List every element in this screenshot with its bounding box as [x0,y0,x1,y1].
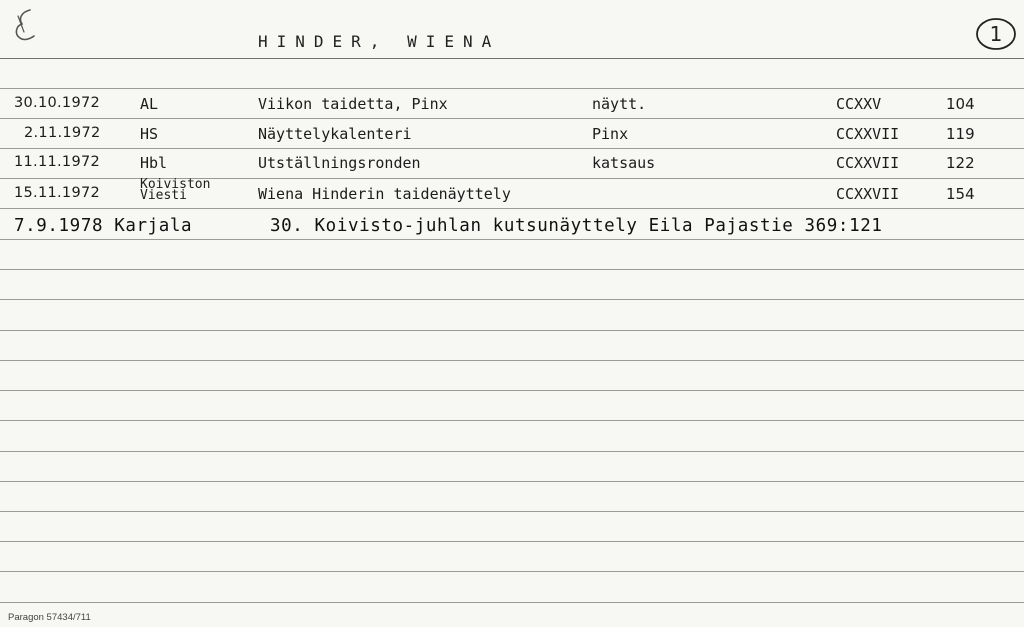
entry-row [0,177,1024,208]
ruled-line [0,208,1024,209]
card-footer: Paragon 57434/711 [8,612,91,623]
corner-mark [8,6,44,46]
entry-title: Näyttelykalenteri [258,125,412,143]
entry-page: 154 [946,185,975,203]
entry-source-line: Koiviston [140,177,211,192]
ruled-line [0,330,1024,331]
entry-volume: CCXXVII [836,154,900,172]
ruled-line [0,360,1024,361]
entry-page: 122 [946,154,975,172]
entry-date: 15.11.1972 [14,185,101,201]
later-entry-date-source: 7.9.1978 Karjala [14,216,193,236]
entry-row [0,120,1024,148]
ruled-line [0,602,1024,603]
card-number-circle [974,16,1018,52]
entry-title: Wiena Hinderin taidenäyttely [258,185,511,203]
ruled-line [0,269,1024,270]
entry-volume: CCXXV [836,95,882,113]
entry-source: HS [140,125,159,143]
ruled-line [0,511,1024,512]
entry-source: AL [140,95,159,113]
entry-date: 30.10.1972 [14,95,101,111]
entry-note: näytt. [592,95,647,113]
ruled-line [0,299,1024,300]
ruled-line [0,451,1024,452]
ruled-line [0,481,1024,482]
entry-volume: CCXXVII [836,185,900,203]
card-title: HINDER, WIENA [258,32,501,51]
entry-row [0,149,1024,177]
entry-note: Pinx [592,125,629,143]
ruled-line [0,118,1024,119]
ruled-line [0,541,1024,542]
entry-date: 2.11.1972 [24,125,101,141]
entry-source-line: Viesti [140,188,187,203]
ruled-line [0,420,1024,421]
entry-note: katsaus [592,154,656,172]
entry-row [0,90,1024,118]
entry-page: 119 [946,125,975,143]
entry-source: Hbl [140,154,168,172]
entry-page: 104 [946,95,975,113]
ruled-line [0,571,1024,572]
entry-source [140,179,210,201]
entry-title: Viikon taidetta, Pinx [258,95,448,113]
ruled-line [0,88,1024,89]
later-entry [14,216,883,236]
header-rule [0,58,1024,59]
later-entry-text: 30. Koivisto-juhlan kutsunäyttely Eila Pajastie 369:121 [270,216,883,236]
ruled-line [0,239,1024,240]
entry-title: Utställningsronden [258,154,421,172]
ruled-line [0,390,1024,391]
entry-date: 11.11.1972 [14,154,101,170]
entry-volume: CCXXVII [836,125,900,143]
card-number: 1 [989,22,1003,46]
